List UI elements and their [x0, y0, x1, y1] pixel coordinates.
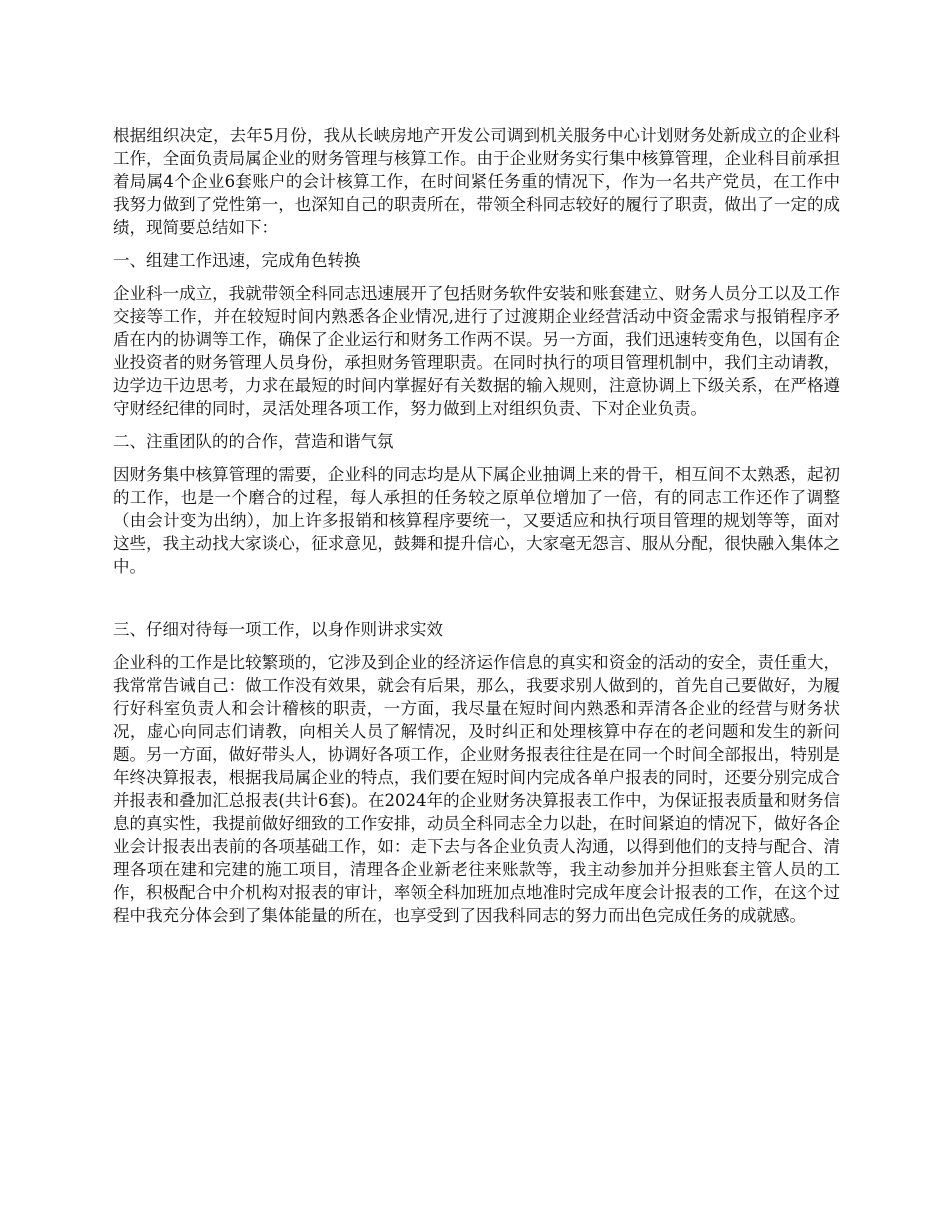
section-1-paragraph: 企业科一成立，我就带领全科同志迅速展开了包括财务软件安装和账套建立、财务人员分工以及工作交接等工作，并在较短时间内熟悉各企业情况,进行了过渡期企业经营活动中资金需求与报销程序矛盾在内的协调等工作，确保了企业运行和财务工作两不误。另一方面，我们迅速转变角色，以国有企业投资者的财务管理人员身份，承担财务管理职责。在同时执行的项目管理机制中，我们主动请教，边学边干边思考，力求在最短的时间内掌握好有关数据的输入规则，注意协调上下级关系，在严格遵守财经纪律的同时，灵活处理各项工作，努力做到上对组织负责、下对企业负责。	[113, 284, 840, 418]
section-2-heading: 二、注重团队的的合作，营造和谐气氛	[113, 432, 394, 451]
section-3-paragraph: 企业科的工作是比较繁琐的，它涉及到企业的经济运作信息的真实和资金的活动的安全，责任重大，我常常告诫自己：做工作没有效果，就会有后果，那么，我要求别人做到的，首先自己要做好，为履行好科室负责人和会计稽核的职责，一方面，我尽量在短时间内熟悉和弄清各企业的经营与财务状况，虚心向同志们请教，向相关人员了解情况，及时纠正和处理核算中存在的老问题和发生的新问题。另一方面，做好带头人，协调好各项工作，企业财务报表往往是在同一个时间全部报出，特别是年终决算报表，根据我局属企业的特点，我们要在短时间内完成各单户报表的同时，还要分别完成合并报表和叠加汇总报表(共计6套)。在2024年的企业财务决算报表工作中，为保证报表质量和财务信息的真实性，我提前做好细致的工作安排，动员全科同志全力以赴，在时间紧迫的情况下，做好各企业会计报表出表前的各项基础工作，如：走下去与各企业负责人沟通，以得到他们的支持与配合、清理各项在建和完建的施工项目，清理各企业新老往来账款等，我主动参加并分担账套主管人员的工作，积极配合中介机构对报表的审计，率领全科加班加点地准时完成年度会计报表的工作，在这个过程中我充分体会到了集体能量的所在，也享受到了因我科同志的努力而出色完成任务的成就感。	[113, 653, 840, 925]
section-2-paragraph: 因财务集中核算管理的需要，企业科的同志均是从下属企业抽调上来的骨干，相互间不太熟悉，起初的工作，也是一个磨合的过程，每人承担的任务较之原单位增加了一倍，有的同志工作还作了调整（由会计变为出纳），加上许多报销和核算程序要统一，又要适应和执行项目管理的规划等等，面对这些，我主动找大家谈心，征求意见，鼓舞和提升信心，大家毫无怨言、服从分配，很快融入集体之中。	[113, 465, 840, 576]
document-page	[113, 124, 840, 937]
intro-paragraph: 根据组织决定，去年5月份，我从长峡房地产开发公司调到机关服务中心计划财务处新成立的企业科工作，全面负责局属企业的财务管理与核算工作。由于企业财务实行集中核算管理，企业科目前承担着局属4个企业6套账户的会计核算工作，在时间紧任务重的情况下，作为一名共产党员，在工作中我努力做到了党性第一，也深知自己的职责所在，带领全科同志较好的履行了职责，做出了一定的成绩，现简要总结如下：	[113, 126, 840, 237]
section-3-heading: 三、仔细对待每一项工作，以身作则讲求实效	[113, 620, 443, 639]
section-spacer	[113, 588, 840, 618]
section-1-heading: 一、组建工作迅速，完成角色转换	[113, 251, 361, 270]
